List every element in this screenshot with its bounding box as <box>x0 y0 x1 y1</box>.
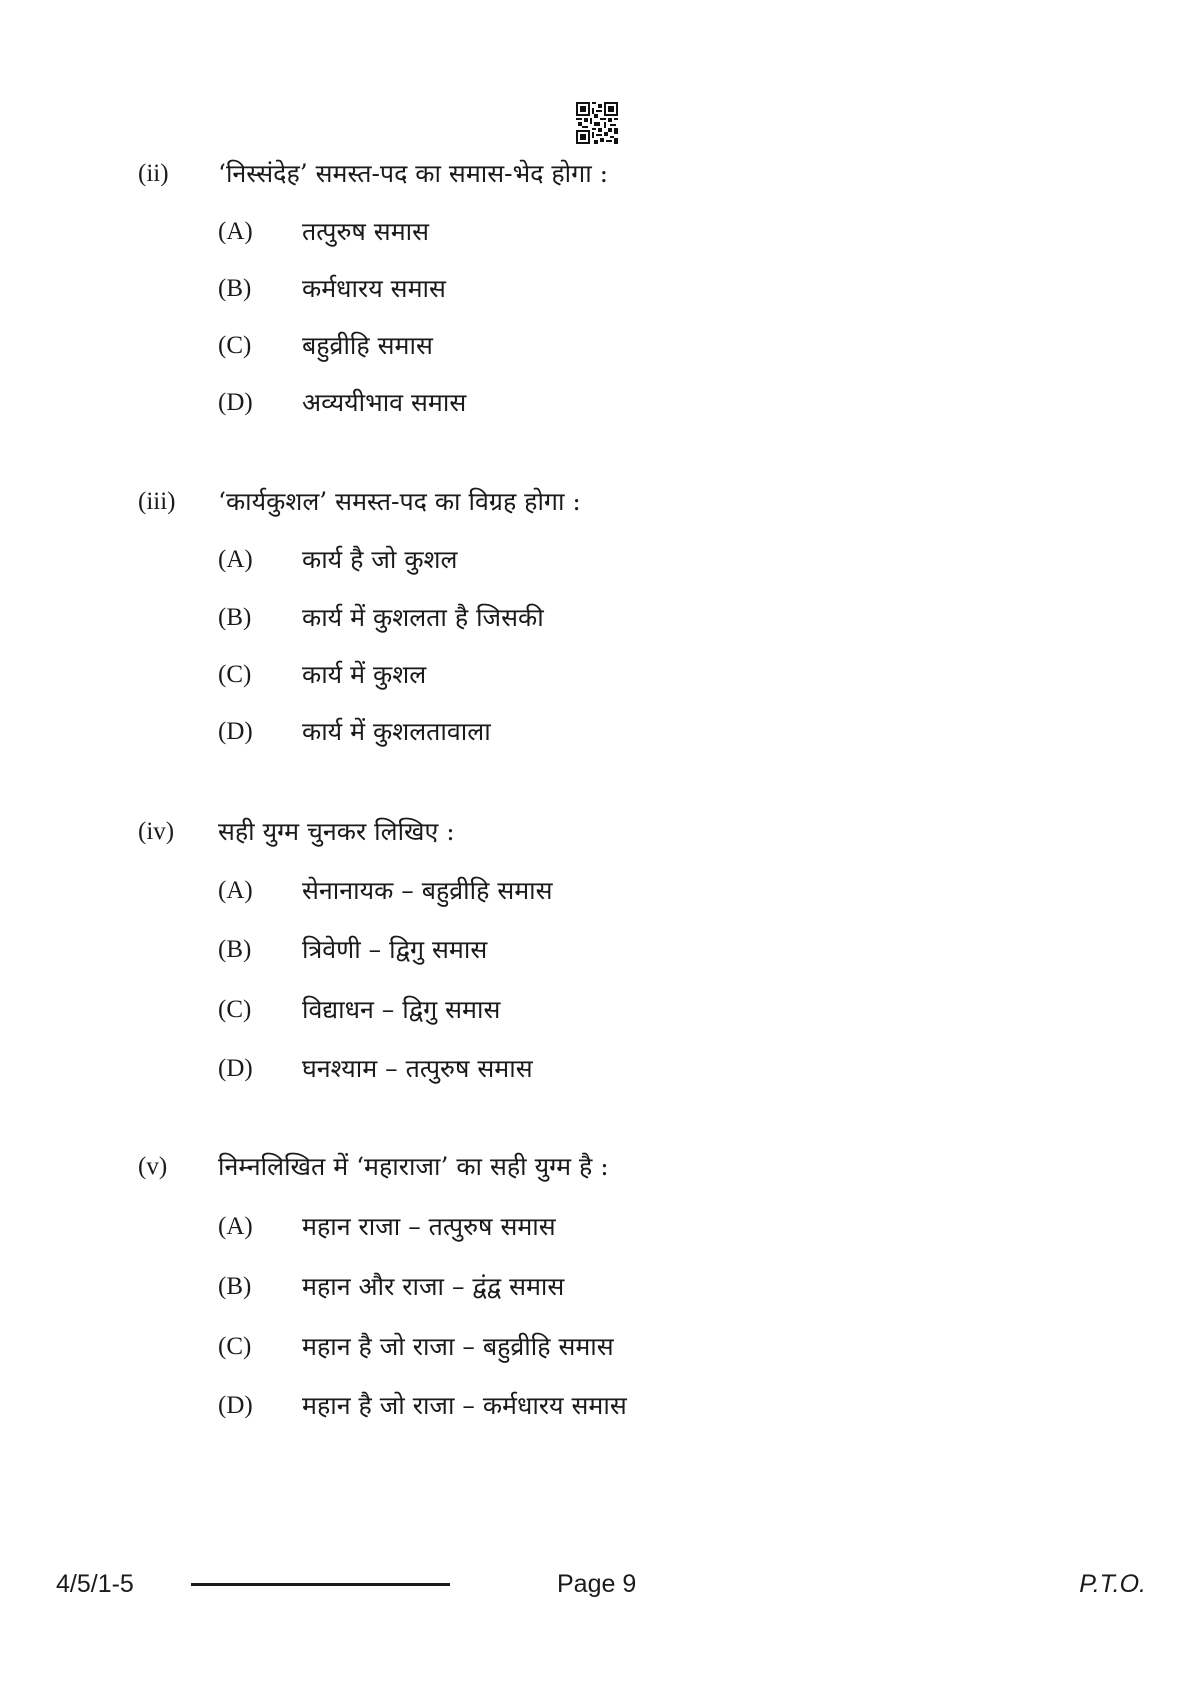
option-label: (B) <box>218 604 252 631</box>
question-number: (iv) <box>138 818 175 845</box>
option-iv-a[interactable] <box>0 875 1190 907</box>
option-label: (C) <box>218 332 252 359</box>
option-ii-a[interactable] <box>0 216 1190 248</box>
option-label: (D) <box>218 389 253 416</box>
question-text: ‘कार्यकुशल’ समस्त-पद का विग्रह होगा : <box>218 487 581 516</box>
page-footer <box>0 1568 1190 1600</box>
option-text: तत्पुरुष समास <box>302 217 430 246</box>
question-text: सही युग्म चुनकर लिखिए : <box>218 817 455 846</box>
option-iv-c[interactable] <box>0 994 1190 1026</box>
option-label: (A) <box>218 218 253 245</box>
option-ii-b[interactable] <box>0 273 1190 305</box>
option-ii-c[interactable] <box>0 330 1190 362</box>
page-number: Page 9 <box>557 1570 637 1598</box>
option-iii-d[interactable] <box>0 716 1190 748</box>
option-label: (B) <box>218 1273 252 1300</box>
option-v-d[interactable] <box>0 1390 1190 1422</box>
option-iii-c[interactable] <box>0 659 1190 691</box>
option-label: (C) <box>218 1333 252 1360</box>
option-text: कार्य है जो कुशल <box>302 545 458 574</box>
option-v-c[interactable] <box>0 1331 1190 1363</box>
option-iv-b[interactable] <box>0 934 1190 966</box>
option-text: अव्ययीभाव समास <box>302 388 467 417</box>
option-label: (B) <box>218 275 252 302</box>
option-label: (D) <box>218 1055 253 1082</box>
option-label: (C) <box>218 996 252 1023</box>
option-text: बहुव्रीहि समास <box>302 331 433 360</box>
option-text: सेनानायक – बहुव्रीहि समास <box>302 876 553 905</box>
option-text: महान है जो राजा – बहुव्रीहि समास <box>302 1332 614 1361</box>
option-label: (D) <box>218 1392 253 1419</box>
option-iii-b[interactable] <box>0 602 1190 634</box>
question-text: ‘निस्संदेह’ समस्त-पद का समास-भेद होगा : <box>218 159 609 188</box>
question-number: (ii) <box>138 160 169 187</box>
please-turn-over: P.T.O. <box>1079 1570 1146 1598</box>
option-v-a[interactable] <box>0 1211 1190 1243</box>
option-iv-d[interactable] <box>0 1053 1190 1085</box>
option-label: (C) <box>218 661 252 688</box>
option-label: (D) <box>218 718 253 745</box>
option-v-b[interactable] <box>0 1271 1190 1303</box>
option-text: घनश्याम – तत्पुरुष समास <box>302 1054 533 1083</box>
question-number: (iii) <box>138 488 176 515</box>
question-number: (v) <box>138 1153 168 1180</box>
paper-code: 4/5/1-5 <box>56 1570 134 1598</box>
question-text: निम्नलिखित में ‘महाराजा’ का सही युग्म है : <box>218 1152 609 1181</box>
option-text: कार्य में कुशलतावाला <box>302 717 491 746</box>
option-text: महान है जो राजा – कर्मधारय समास <box>302 1391 627 1420</box>
option-label: (A) <box>218 877 253 904</box>
option-label: (B) <box>218 936 252 963</box>
option-text: महान राजा – तत्पुरुष समास <box>302 1212 556 1241</box>
option-text: त्रिवेणी – द्विगु समास <box>302 935 488 964</box>
option-label: (A) <box>218 1213 253 1240</box>
option-text: कार्य में कुशल <box>302 660 427 689</box>
option-iii-a[interactable] <box>0 544 1190 576</box>
option-text: कार्य में कुशलता है जिसकी <box>302 603 544 632</box>
option-ii-d[interactable] <box>0 387 1190 419</box>
option-label: (A) <box>218 546 253 573</box>
footer-divider <box>191 1583 450 1586</box>
option-text: महान और राजा – द्वंद्व समास <box>302 1272 565 1301</box>
qr-code-icon <box>576 102 618 144</box>
option-text: विद्याधन – द्विगु समास <box>302 995 501 1024</box>
option-text: कर्मधारय समास <box>302 274 446 303</box>
